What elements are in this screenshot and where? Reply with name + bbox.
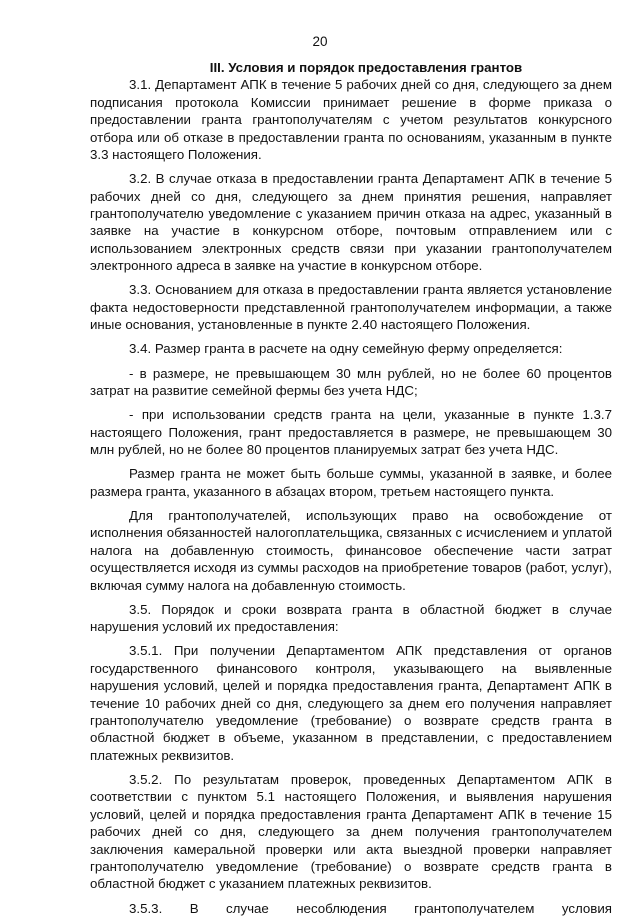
paragraph-3-5-1: 3.5.1. При получении Департаментом АПК представления от органов государственного финансового контроля, указывающего на выявленные нарушения условий, целей и порядка предоставления гранта, Департамент АПК в течение 10 рабочих дней со дня, следующего за днем его получения направляет грантополучателю уведомление (требование) о возврате средств гранта в областной бюджет в объеме, указанном в представлении, с предоставлением платежных реквизитов. bbox=[90, 643, 612, 763]
page-number: 20 bbox=[312, 34, 328, 49]
paragraph-3-1: 3.1. Департамент АПК в течение 5 рабочих дней со дня, следующего за днем подписания протокола Комиссии принимает решение в форме приказа о предоставлении гранта грантополучателям с учетом результатов конкурсного отбора или об отказе в предоставлении гранта по основаниям, указанным в пункте 3.3 настоящего Положения. bbox=[90, 77, 612, 163]
paragraph-3-4-item-2: - при использовании средств гранта на цели, указанные в пункте 1.3.7 настоящего Положения, грант предоставляется в размере, не превышающем 30 млн рублей, но не более 80 процентов планируемых затрат без учета НДС. bbox=[90, 407, 612, 458]
document-body bbox=[90, 59, 612, 917]
paragraph-3-4-limit: Размер гранта не может быть больше суммы, указанной в заявке, и более размера гранта, указанного в абзацах втором, третьем настоящего пункта. bbox=[90, 466, 612, 499]
paragraph-3-4-vat: Для грантополучателей, использующих право на освобождение от исполнения обязанностей налогоплательщика, связанных с исчислением и уплатой налога на добавленную стоимость, финансовое обеспечение части затрат осуществляется исходя из суммы расходов на приобретение товаров (работ, услуг), включая сумму налога на добавленную стоимость. bbox=[90, 507, 612, 593]
paragraph-3-5-2: 3.5.2. По результатам проверок, проведенных Департаментом АПК в соответствии с пунктом 5.1 настоящего Положения, и выявления нарушения условий, целей и порядка предоставления гранта Департамент АПК в течение 15 рабочих дней со дня, следующего за днем получения грантополучателем заключения камеральной проверки или акта выездной проверки направляет грантополучателю уведомление (требование) о возврате средств гранта в областной бюджет с указанием платежных реквизитов. bbox=[90, 772, 612, 892]
paragraph-3-4: 3.4. Размер гранта в расчете на одну семейную ферму определяется: bbox=[129, 341, 563, 357]
paragraph-3-5-3: 3.5.3. В случае несоблюдения грантополучателем условия bbox=[129, 900, 612, 916]
paragraph-3-3: 3.3. Основанием для отказа в предоставлении гранта является установление факта недостоверности представленной грантополучателем информации, а также иные основания, установленные в пункте 2.40 настоящего Положения. bbox=[90, 282, 612, 333]
paragraph-3-2: 3.2. В случае отказа в предоставлении гранта Департамент АПК в течение 5 рабочих дней со дня, следующего за днем принятия решения, направляет грантополучателю уведомление с указанием причин отказа на адрес, указанный в заявке на участие в конкурсном отборе, почтовым отправлением или с использованием электронных средств связи при указании грантополучателем электронного адреса в заявке на участие в конкурсном отборе. bbox=[90, 171, 612, 274]
section-heading: III. Условия и порядок предоставления грантов bbox=[209, 60, 523, 75]
paragraph-3-4-item-1: - в размере, не превышающем 30 млн рублей, но не более 60 процентов затрат на развитие семейной фермы без учета НДС; bbox=[90, 365, 612, 399]
paragraph-3-5: 3.5. Порядок и сроки возврата гранта в областной бюджет в случае нарушения условий их предоставления: bbox=[90, 601, 612, 635]
